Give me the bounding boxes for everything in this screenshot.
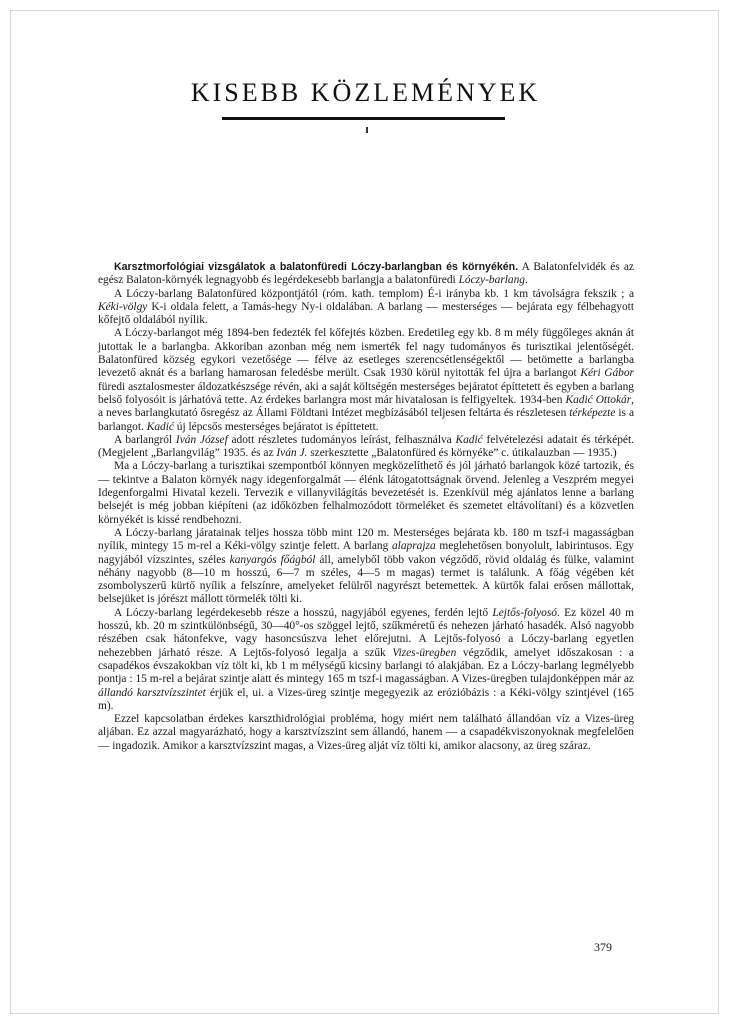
italic-run: állandó karsztvízszintet <box>98 686 206 699</box>
page-number: 379 <box>594 940 612 954</box>
text-run: A barlangról <box>114 433 176 446</box>
italic-run: Kéri Gábor <box>580 367 634 380</box>
italic-run: Iván J. <box>276 447 308 460</box>
italic-run: Kadić Ottokár <box>565 393 632 406</box>
text-run: K-i oldala felett, a Tamás-hegy Ny-i oldalában. A barlang — mesterséges — bejárata egy félbehagyott kőfejtő oldalából nyílik. <box>98 300 634 327</box>
paragraph-4 <box>98 434 634 461</box>
title-ornament <box>366 127 368 133</box>
paragraph-5: Ma a Lóczy-barlang a turisztikai szempontból könnyen megközelíthető és jól járható barlangok közé tartozik, és — tekintve a Balaton környék nagy idegenforgalmát — élénk látogatottságnak örvend. Jelenleg a Veszprém megyei Idegenforgalmi Hivatal kezeli. Tervezik e villanyvilágítás bevezetését is. Ezenkívül még ajánlatos lenne a barlang belsejét is még jobban kiépíteni (az időközben felhalmozódott törmeléket és szemetet eltávolítani) és a közvetlen környékét is kissé rendbehozni. <box>98 460 634 526</box>
italic-run: térképezte <box>569 407 616 420</box>
paragraph-6 <box>98 527 634 607</box>
italic-run: Vizes-üregben <box>392 646 457 659</box>
text-run: is a barlangot. <box>98 407 634 433</box>
text-run: végződik, amelyet időszakosan : a csapadékos évszakokban víz tölt ki, kb 1 m mélységű kicsiny barlangi tó alakjában. Ez a Lóczy-barlang legmélyebb pontja : 15 m-rel a bejárat szintje alatt és mintegy 165 m tszf-i magasságban. A Vizes-üregben tulajdonképpen már az <box>98 646 634 686</box>
paragraph-7 <box>98 607 634 713</box>
italic-run: Kéki-völgy <box>98 300 148 313</box>
text-run: A Balatonfelvidék és az egész Balaton-környék legnagyobb és legérdekesebb barlangja a balatonfüredi <box>98 261 634 287</box>
italic-run: Iván József <box>175 433 228 446</box>
paragraph-3 <box>98 327 634 433</box>
title-rule <box>222 117 505 120</box>
paragraph-2 <box>98 288 634 328</box>
text-run: érjük el, ui. a Vizes-üreg szintje megegyezik az erózióbázis : a Kéki-völgy szintjével (165 m). <box>98 686 634 712</box>
paragraph-8: Ezzel kapcsolatban érdekes karszthidrológiai probléma, hogy miért nem található állandóan víz a Vizes-üreg aljában. Ez azzal magyarázható, hogy a karsztvízszint sem állandó, hanem — a csapadékviszonyoknak megfelelően — ingadozik. Amikor a karsztvízszint magas, a Vizes-üreg alját víz tölti ki, amikor alacsony, az üreg száraz. <box>98 713 634 752</box>
italic-run: Kadić <box>146 420 174 433</box>
text-run: A Lóczy-barlangot még 1894-ben fedezték fel kőfejtés közben. Eredetileg egy kb. 8 m mély függőleges aknán át jutottak le a barlangba. Akkoriban azonban még nem ismerték fel nagy tudományos és turisztikai jelentőségét. Balatonfüred község egykori vezetősége — félve az esetleges szerencsétlenségektől — betömette a barlangba levezető aknát és a barlang hamarosan feledésbe merült. Csak 1930 körül nyitották fel újra a barlangot <box>98 327 634 380</box>
text-run: . <box>525 274 528 287</box>
text-run: A Lóczy-barlang járatainak teljes hossza több mint 120 m. Mesterséges bejárata kb. 180 m tszf-i magasságban nyílik, mintegy 15 m-rel a Kéki-völgy szintje felett. A barlang <box>98 526 634 553</box>
italic-run: alaprajza <box>391 540 436 553</box>
text-run: új lépcsős mesterséges bejáratot is építtetett. <box>173 420 379 433</box>
text-run: szerkesztette „Balatonfüred és környéke” c. útikalauzban — 1935.) <box>307 447 617 460</box>
section-title: KISEBB KÖZLEMÉNYEK <box>190 78 541 107</box>
text-run: , a neves barlangkutató ősregész az Állami Földtani Intézet megbízásából teljesen feltárta és részletesen <box>98 393 634 420</box>
text-run: áll, amelyből több vakon végződő, rövid oldalág és fülke, valamint néhány nagyobb (8—10 m hosszú, 6—7 m széles, 4—5 m magas) termet is találunk. A főág végében két zsombolyszerű kürtő nyílik a felszínre, amelyeket felülről nagyrészt betemettek. A kürtők falai erősen mállottak, belsejüket is jórészt mállott törmelék tölti ki. <box>98 553 634 606</box>
text-run: füredi asztalosmester áldozatkészsége révén, aki a saját költségén mesterséges bejáratot építtetett és egyben a barlang belső folyosóit is járhatóvá tette. Az érdekes barlangra most már hivatalosan is felfigyeltek. 1934-ben <box>98 380 634 406</box>
text-run: felvételezési adatait és térképét. (Megjelent „Barlangvilág” 1935. és az <box>98 433 634 460</box>
text-run: A Lóczy-barlang legérdekesebb része a hosszú, nagyjából egyenes, ferdén lejtő <box>114 606 493 619</box>
italic-run: Lóczy-barlang <box>458 274 526 287</box>
italic-run: Kadić <box>455 433 483 446</box>
text-run: A Lóczy-barlang Balatonfüred központjától (róm. kath. templom) É-i irányba kb. 1 km távolságra fekszik ; a <box>114 287 634 300</box>
article-body <box>98 261 634 753</box>
italic-run: kanyargós főágból <box>229 553 316 566</box>
text-run: meglehetősen bonyolult, labirintusos. Egy nagyjából vízszintes, széles <box>98 540 634 566</box>
text-run: adott részletes tudományos leírást, felhasználva <box>227 433 456 446</box>
article-heading: Karsztmorfológiai vizsgálatok a balatonfüredi Lóczy-barlangban és környékén. <box>114 261 519 273</box>
paragraph-1 <box>98 261 634 288</box>
text-run: . Ez közel 40 m hosszú, kb. 20 m szintkülönbségű, 30—40°-os szöggel lejtő, szűkméretű és nehezen járható hasadék. Alsó nagyobb részében csak hátonfekve, vagy hasoncsúszva lehet előrejutni. A Lejtős-folyosó a Lóczy-barlang egyetlen nehezebben járható része. A Lejtős-folyosó legalja a szűk <box>98 606 634 659</box>
italic-run: Lejtős-folyosó <box>492 606 557 619</box>
